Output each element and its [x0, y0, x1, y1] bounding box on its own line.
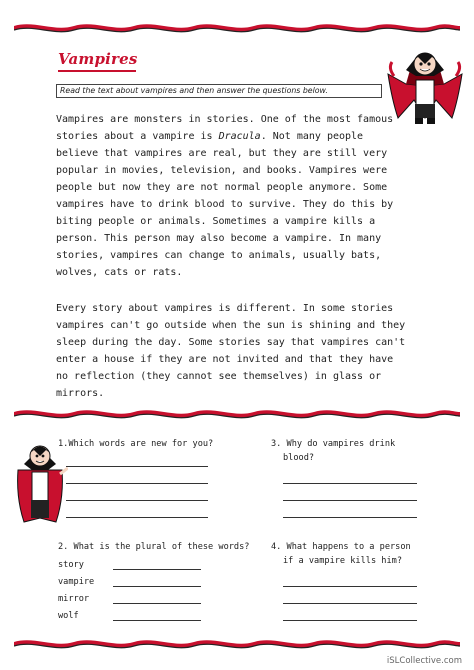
answer-line-q4-1[interactable]	[283, 586, 417, 587]
question-3-line-2: blood?	[283, 453, 315, 463]
answer-line-q1-1[interactable]	[66, 466, 208, 467]
answer-line-q4-3[interactable]	[283, 620, 417, 621]
answer-line-q2-3[interactable]	[113, 603, 201, 604]
paragraph-1-end: . Not many people believe that vampires are real, but they are still very popular in movies, television, and books. Vampires were people but now they are not normal people anymore. Some vampires have to drink blood to survive. They do this by biting people or animals. Sometimes a vampire kills a person. This person may also become a vampire. In many stories, vampires can change to animals, usually bats, wolves, cats or rats.	[56, 131, 394, 278]
plural-word-wolf: wolf	[58, 611, 79, 621]
answer-line-q2-2[interactable]	[113, 586, 201, 587]
dracula-title: Dracula	[218, 131, 261, 142]
middle-wavy-divider	[14, 406, 460, 422]
answer-line-q2-4[interactable]	[113, 620, 201, 621]
worksheet-title: Vampires	[58, 50, 138, 68]
answer-line-q2-1[interactable]	[113, 569, 201, 570]
source-watermark: iSLCollective.com	[386, 656, 462, 666]
question-3-line-1: 3. Why do vampires drink	[271, 439, 396, 449]
answer-line-q3-3[interactable]	[283, 517, 417, 518]
answer-line-q1-2[interactable]	[66, 483, 208, 484]
answer-line-q3-2[interactable]	[283, 500, 417, 501]
instruction-box: Read the text about vampires and then answer the questions below.	[56, 84, 382, 98]
top-wavy-border	[14, 20, 460, 36]
answer-line-q4-2[interactable]	[283, 603, 417, 604]
answer-line-q1-3[interactable]	[66, 500, 208, 501]
reading-paragraph-1	[56, 111, 408, 281]
reading-paragraph-2: Every story about vampires is different. In some stories vampires can't go outside when the sun is shining and they sleep during the day. Some stories say that vampires can't enter a house if they are not invited and that they have no reflection (they cannot see themselves) in glass or mirrors.	[56, 303, 406, 399]
answer-line-q3-1[interactable]	[283, 483, 417, 484]
question-4-line-1: 4. What happens to a person	[271, 542, 411, 552]
question-2: 2. What is the plural of these words?	[58, 542, 250, 552]
question-4-line-2: if a vampire kills him?	[283, 556, 402, 566]
title-underline	[58, 70, 136, 72]
bottom-wavy-border	[14, 636, 460, 652]
answer-line-q1-4[interactable]	[66, 517, 208, 518]
plural-word-vampire: vampire	[58, 577, 95, 587]
plural-word-story: story	[58, 560, 84, 570]
plural-word-mirror: mirror	[58, 594, 90, 604]
question-1: 1.Which words are new for you?	[58, 439, 214, 449]
paragraph-1-start: Vampires are monsters in stories. One of the most famous stories about a vampire is	[56, 114, 394, 142]
